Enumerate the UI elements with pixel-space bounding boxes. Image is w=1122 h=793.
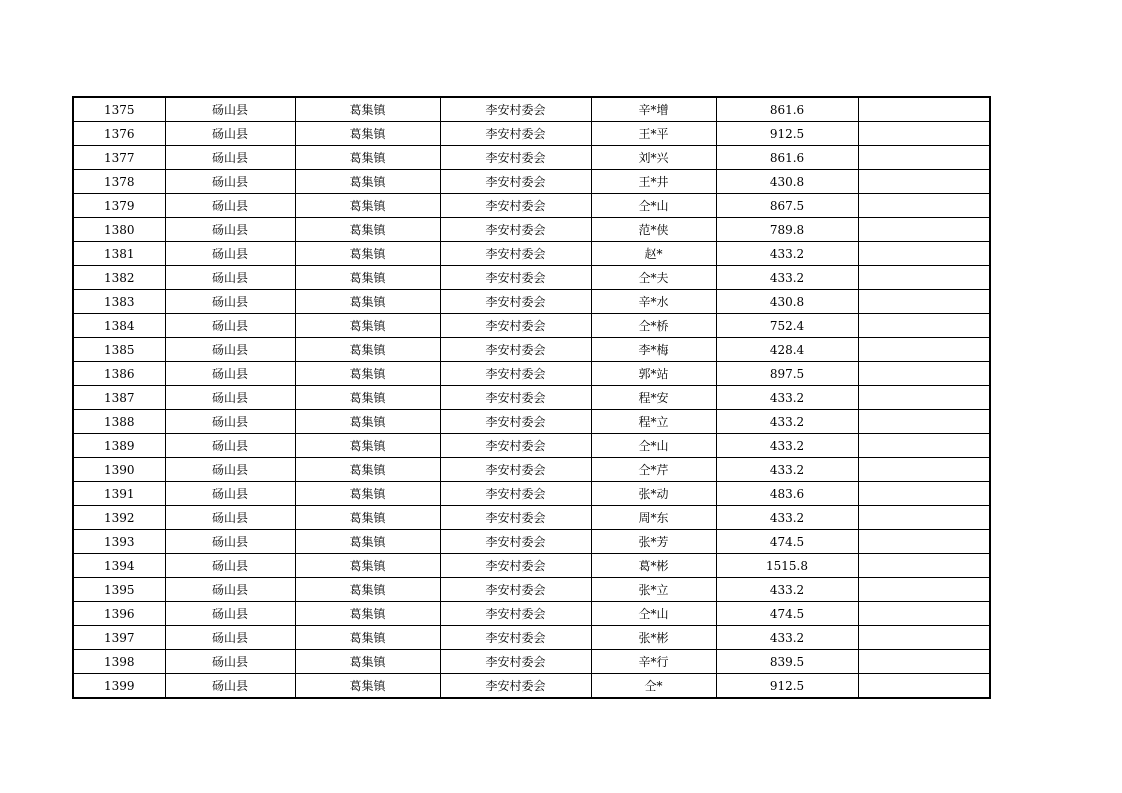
amount-cell: 752.4 (716, 314, 858, 338)
amount-cell: 433.2 (716, 242, 858, 266)
note-cell (858, 170, 990, 194)
town-cell: 葛集镇 (295, 674, 440, 699)
table-row (73, 674, 990, 699)
table-row (73, 410, 990, 434)
name-cell: 郭*站 (591, 362, 716, 386)
county-cell: 砀山县 (165, 170, 295, 194)
row-number-cell: 1394 (73, 554, 165, 578)
table-row (73, 170, 990, 194)
village-cell: 李安村委会 (440, 410, 591, 434)
county-cell: 砀山县 (165, 386, 295, 410)
row-number-cell: 1375 (73, 97, 165, 122)
amount-cell: 912.5 (716, 122, 858, 146)
row-number-cell: 1382 (73, 266, 165, 290)
name-cell: 仝*山 (591, 602, 716, 626)
town-cell: 葛集镇 (295, 482, 440, 506)
town-cell: 葛集镇 (295, 554, 440, 578)
amount-cell: 433.2 (716, 386, 858, 410)
note-cell (858, 530, 990, 554)
data-table (72, 96, 991, 699)
table-row (73, 338, 990, 362)
table-row (73, 554, 990, 578)
name-cell: 张*动 (591, 482, 716, 506)
row-number-cell: 1386 (73, 362, 165, 386)
town-cell: 葛集镇 (295, 338, 440, 362)
village-cell: 李安村委会 (440, 530, 591, 554)
table-body (73, 97, 990, 698)
village-cell: 李安村委会 (440, 170, 591, 194)
county-cell: 砀山县 (165, 146, 295, 170)
name-cell: 仝*夫 (591, 266, 716, 290)
county-cell: 砀山县 (165, 122, 295, 146)
village-cell: 李安村委会 (440, 362, 591, 386)
row-number-cell: 1385 (73, 338, 165, 362)
row-number-cell: 1395 (73, 578, 165, 602)
row-number-cell: 1384 (73, 314, 165, 338)
note-cell (858, 266, 990, 290)
table-row (73, 290, 990, 314)
note-cell (858, 410, 990, 434)
table-row (73, 626, 990, 650)
county-cell: 砀山县 (165, 266, 295, 290)
note-cell (858, 626, 990, 650)
row-number-cell: 1383 (73, 290, 165, 314)
table-row (73, 482, 990, 506)
note-cell (858, 218, 990, 242)
town-cell: 葛集镇 (295, 266, 440, 290)
amount-cell: 474.5 (716, 530, 858, 554)
note-cell (858, 362, 990, 386)
row-number-cell: 1392 (73, 506, 165, 530)
town-cell: 葛集镇 (295, 578, 440, 602)
village-cell: 李安村委会 (440, 266, 591, 290)
town-cell: 葛集镇 (295, 242, 440, 266)
village-cell: 李安村委会 (440, 242, 591, 266)
name-cell: 仝* (591, 674, 716, 699)
table-row (73, 578, 990, 602)
row-number-cell: 1389 (73, 434, 165, 458)
name-cell: 辛*行 (591, 650, 716, 674)
table-row (73, 266, 990, 290)
amount-cell: 867.5 (716, 194, 858, 218)
amount-cell: 839.5 (716, 650, 858, 674)
row-number-cell: 1393 (73, 530, 165, 554)
village-cell: 李安村委会 (440, 290, 591, 314)
county-cell: 砀山县 (165, 410, 295, 434)
name-cell: 仝*山 (591, 194, 716, 218)
note-cell (858, 146, 990, 170)
amount-cell: 861.6 (716, 97, 858, 122)
row-number-cell: 1387 (73, 386, 165, 410)
name-cell: 张*芳 (591, 530, 716, 554)
village-cell: 李安村委会 (440, 458, 591, 482)
town-cell: 葛集镇 (295, 650, 440, 674)
county-cell: 砀山县 (165, 362, 295, 386)
name-cell: 刘*兴 (591, 146, 716, 170)
town-cell: 葛集镇 (295, 434, 440, 458)
county-cell: 砀山县 (165, 338, 295, 362)
row-number-cell: 1397 (73, 626, 165, 650)
amount-cell: 789.8 (716, 218, 858, 242)
village-cell: 李安村委会 (440, 97, 591, 122)
village-cell: 李安村委会 (440, 338, 591, 362)
note-cell (858, 602, 990, 626)
name-cell: 仝*芹 (591, 458, 716, 482)
county-cell: 砀山县 (165, 314, 295, 338)
note-cell (858, 506, 990, 530)
table-row (73, 386, 990, 410)
amount-cell: 433.2 (716, 410, 858, 434)
table-row (73, 602, 990, 626)
town-cell: 葛集镇 (295, 506, 440, 530)
amount-cell: 428.4 (716, 338, 858, 362)
amount-cell: 483.6 (716, 482, 858, 506)
county-cell: 砀山县 (165, 218, 295, 242)
row-number-cell: 1391 (73, 482, 165, 506)
town-cell: 葛集镇 (295, 410, 440, 434)
note-cell (858, 578, 990, 602)
town-cell: 葛集镇 (295, 386, 440, 410)
note-cell (858, 338, 990, 362)
note-cell (858, 290, 990, 314)
note-cell (858, 458, 990, 482)
table-row (73, 506, 990, 530)
table-row (73, 242, 990, 266)
village-cell: 李安村委会 (440, 602, 591, 626)
county-cell: 砀山县 (165, 506, 295, 530)
county-cell: 砀山县 (165, 290, 295, 314)
town-cell: 葛集镇 (295, 194, 440, 218)
note-cell (858, 650, 990, 674)
village-cell: 李安村委会 (440, 650, 591, 674)
row-number-cell: 1380 (73, 218, 165, 242)
town-cell: 葛集镇 (295, 626, 440, 650)
name-cell: 仝*桥 (591, 314, 716, 338)
note-cell (858, 434, 990, 458)
note-cell (858, 314, 990, 338)
table-row (73, 97, 990, 122)
village-cell: 李安村委会 (440, 482, 591, 506)
county-cell: 砀山县 (165, 97, 295, 122)
town-cell: 葛集镇 (295, 170, 440, 194)
village-cell: 李安村委会 (440, 218, 591, 242)
row-number-cell: 1378 (73, 170, 165, 194)
county-cell: 砀山县 (165, 194, 295, 218)
amount-cell: 433.2 (716, 266, 858, 290)
note-cell (858, 554, 990, 578)
county-cell: 砀山县 (165, 458, 295, 482)
amount-cell: 430.8 (716, 290, 858, 314)
county-cell: 砀山县 (165, 242, 295, 266)
town-cell: 葛集镇 (295, 530, 440, 554)
row-number-cell: 1381 (73, 242, 165, 266)
village-cell: 李安村委会 (440, 122, 591, 146)
amount-cell: 912.5 (716, 674, 858, 699)
name-cell: 王*井 (591, 170, 716, 194)
table-row (73, 434, 990, 458)
note-cell (858, 674, 990, 699)
amount-cell: 433.2 (716, 506, 858, 530)
name-cell: 程*立 (591, 410, 716, 434)
county-cell: 砀山县 (165, 650, 295, 674)
county-cell: 砀山县 (165, 554, 295, 578)
amount-cell: 430.8 (716, 170, 858, 194)
table-row (73, 530, 990, 554)
town-cell: 葛集镇 (295, 362, 440, 386)
village-cell: 李安村委会 (440, 626, 591, 650)
amount-cell: 474.5 (716, 602, 858, 626)
county-cell: 砀山县 (165, 434, 295, 458)
row-number-cell: 1388 (73, 410, 165, 434)
note-cell (858, 482, 990, 506)
name-cell: 葛*彬 (591, 554, 716, 578)
amount-cell: 897.5 (716, 362, 858, 386)
town-cell: 葛集镇 (295, 602, 440, 626)
county-cell: 砀山县 (165, 626, 295, 650)
name-cell: 张*彬 (591, 626, 716, 650)
note-cell (858, 386, 990, 410)
amount-cell: 433.2 (716, 578, 858, 602)
table-row (73, 314, 990, 338)
note-cell (858, 122, 990, 146)
name-cell: 仝*山 (591, 434, 716, 458)
village-cell: 李安村委会 (440, 578, 591, 602)
note-cell (858, 97, 990, 122)
town-cell: 葛集镇 (295, 290, 440, 314)
row-number-cell: 1377 (73, 146, 165, 170)
town-cell: 葛集镇 (295, 146, 440, 170)
amount-cell: 1515.8 (716, 554, 858, 578)
table-row (73, 218, 990, 242)
amount-cell: 861.6 (716, 146, 858, 170)
name-cell: 张*立 (591, 578, 716, 602)
row-number-cell: 1376 (73, 122, 165, 146)
name-cell: 辛*水 (591, 290, 716, 314)
table-row (73, 122, 990, 146)
town-cell: 葛集镇 (295, 458, 440, 482)
village-cell: 李安村委会 (440, 554, 591, 578)
row-number-cell: 1398 (73, 650, 165, 674)
row-number-cell: 1399 (73, 674, 165, 699)
row-number-cell: 1396 (73, 602, 165, 626)
table-row (73, 362, 990, 386)
village-cell: 李安村委会 (440, 146, 591, 170)
county-cell: 砀山县 (165, 530, 295, 554)
village-cell: 李安村委会 (440, 434, 591, 458)
name-cell: 李*梅 (591, 338, 716, 362)
town-cell: 葛集镇 (295, 218, 440, 242)
town-cell: 葛集镇 (295, 97, 440, 122)
amount-cell: 433.2 (716, 626, 858, 650)
table-row (73, 194, 990, 218)
amount-cell: 433.2 (716, 434, 858, 458)
note-cell (858, 194, 990, 218)
county-cell: 砀山县 (165, 482, 295, 506)
name-cell: 王*平 (591, 122, 716, 146)
table-row (73, 458, 990, 482)
table-row (73, 650, 990, 674)
name-cell: 周*东 (591, 506, 716, 530)
name-cell: 程*安 (591, 386, 716, 410)
village-cell: 李安村委会 (440, 194, 591, 218)
row-number-cell: 1390 (73, 458, 165, 482)
village-cell: 李安村委会 (440, 386, 591, 410)
town-cell: 葛集镇 (295, 122, 440, 146)
village-cell: 李安村委会 (440, 674, 591, 699)
row-number-cell: 1379 (73, 194, 165, 218)
name-cell: 范*侠 (591, 218, 716, 242)
amount-cell: 433.2 (716, 458, 858, 482)
village-cell: 李安村委会 (440, 506, 591, 530)
name-cell: 赵* (591, 242, 716, 266)
county-cell: 砀山县 (165, 674, 295, 699)
county-cell: 砀山县 (165, 602, 295, 626)
county-cell: 砀山县 (165, 578, 295, 602)
town-cell: 葛集镇 (295, 314, 440, 338)
table-row (73, 146, 990, 170)
name-cell: 辛*增 (591, 97, 716, 122)
note-cell (858, 242, 990, 266)
village-cell: 李安村委会 (440, 314, 591, 338)
